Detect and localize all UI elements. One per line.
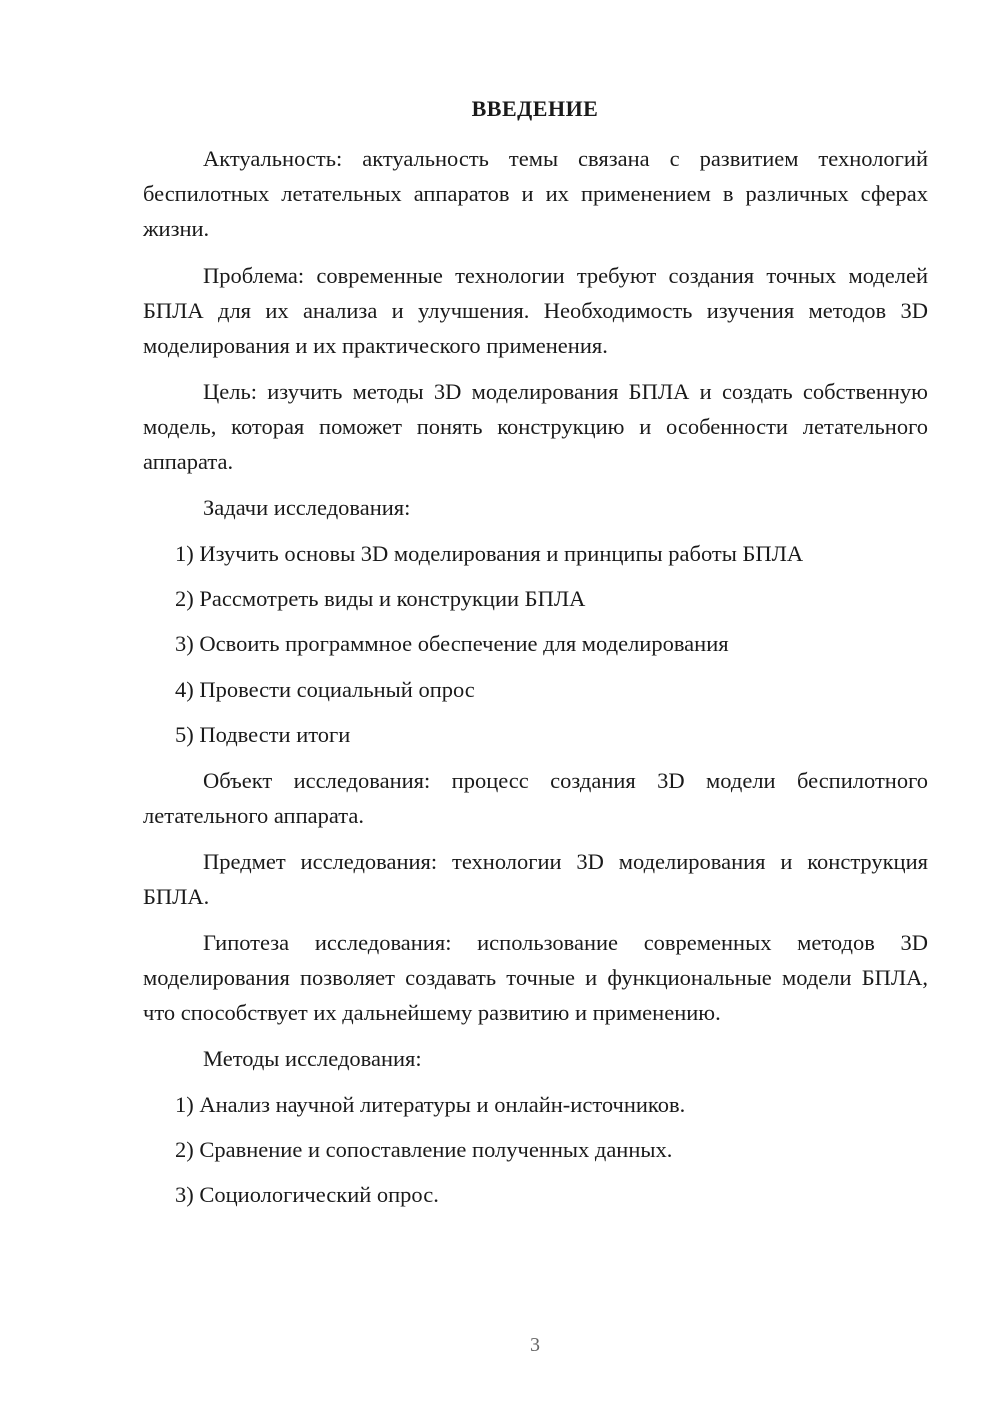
tasks-title: Задачи исследования: (203, 495, 411, 520)
task-item-3: 3) Освоить программное обеспечение для моделирования (175, 631, 729, 656)
task-item-4: 4) Провести социальный опрос (175, 677, 475, 702)
task-item-2: 2) Рассмотреть виды и конструкции БПЛА (175, 586, 586, 611)
paragraph-goal: Цель: изучить методы 3D моделирования БПЛА и создать собственную модель, которая поможет понять конструкцию и особенности летательного аппарата. (143, 379, 928, 474)
task-item-5: 5) Подвести итоги (175, 722, 351, 747)
task-item-1: 1) Изучить основы 3D моделирования и принципы работы БПЛА (175, 541, 804, 566)
method-item-1: 1) Анализ научной литературы и онлайн-источников. (175, 1092, 686, 1117)
page-number: 3 (530, 1334, 540, 1356)
method-item-2: 2) Сравнение и сопоставление полученных данных. (175, 1137, 673, 1162)
paragraph-hypothesis: Гипотеза исследования: использование современных методов 3D моделирования позволяет создавать точные и функциональные модели БПЛА, что способствует их дальнейшему развитию и применению. (143, 930, 928, 1025)
paragraph-problem: Проблема: современные технологии требуют создания точных моделей БПЛА для их анализа и улучшения. Необходимость изучения методов 3D моделирования и их практического применения. (143, 263, 928, 358)
paragraph-object: Объект исследования: процесс создания 3D модели беспилотного летательного аппарата. (143, 768, 928, 828)
methods-title: Методы исследования: (203, 1046, 422, 1071)
paragraph-relevance: Актуальность: актуальность темы связана с развитием технологий беспилотных летательных аппаратов и их применением в различных сферах жизни. (143, 146, 928, 241)
section-heading: ВВЕДЕНИЕ (471, 96, 599, 121)
paragraph-subject: Предмет исследования: технологии 3D моделирования и конструкция БПЛА. (143, 849, 928, 909)
method-item-3: 3) Социологический опрос. (175, 1182, 439, 1207)
